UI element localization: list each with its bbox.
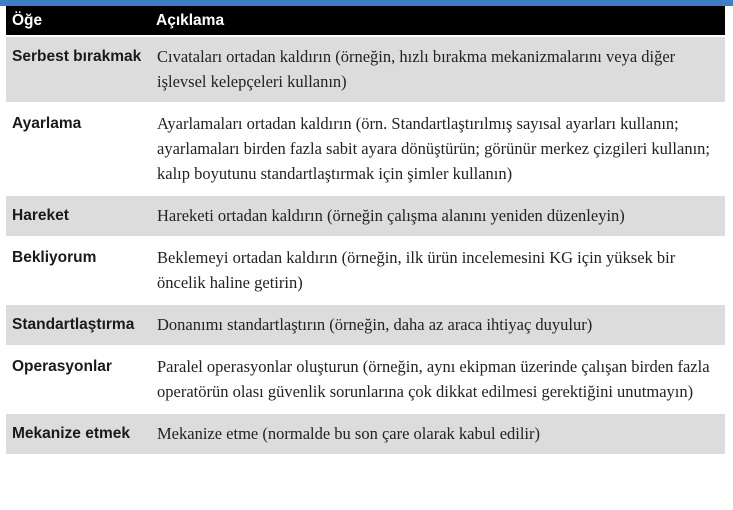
row-item-label: Operasyonlar [6, 346, 150, 413]
table-row [6, 195, 725, 237]
row-item-label: Hareket [6, 195, 150, 237]
table-row [6, 413, 725, 454]
row-description: Paralel operasyonlar oluşturun (örneğin, aynı ekipman üzerinde çalışan birden fazla operatörün olası güvenlik sorunlarına çok dikkat edilmesi gerektiğini unutmayın) [150, 346, 725, 413]
column-header-description: Açıklama [150, 6, 725, 36]
row-item-label: Mekanize etmek [6, 413, 150, 454]
row-item-label: Ayarlama [6, 103, 150, 195]
row-item-label: Bekliyorum [6, 237, 150, 304]
column-header-item: Öğe [6, 6, 150, 36]
table-row [6, 304, 725, 346]
row-description: Beklemeyi ortadan kaldırın (örneğin, ilk ürün incelemesini KG için yüksek bir öncelik haline getirin) [150, 237, 725, 304]
row-item-label: Serbest bırakmak [6, 36, 150, 103]
row-description: Donanımı standartlaştırın (örneğin, daha az araca ihtiyaç duyulur) [150, 304, 725, 346]
row-description: Cıvataları ortadan kaldırın (örneğin, hızlı bırakma mekanizmalarını veya diğer işlevsel kelepçeleri kullanın) [150, 36, 725, 103]
table-row [6, 103, 725, 195]
row-description: Ayarlamaları ortadan kaldırın (örn. Standartlaştırılmış sayısal ayarları kullanın; ayarlamaları birden fazla sabit ayara dönüştürün; görünür merkez çizgileri kullanın; kalıp boyutunu standartlaştırmak için şimler kullanın) [150, 103, 725, 195]
table-row [6, 36, 725, 103]
table-header-row [6, 6, 725, 36]
improvement-table [6, 6, 725, 454]
table-row [6, 237, 725, 304]
table-row [6, 346, 725, 413]
row-description: Mekanize etme (normalde bu son çare olarak kabul edilir) [150, 413, 725, 454]
row-description: Hareketi ortadan kaldırın (örneğin çalışma alanını yeniden düzenleyin) [150, 195, 725, 237]
row-item-label: Standartlaştırma [6, 304, 150, 346]
